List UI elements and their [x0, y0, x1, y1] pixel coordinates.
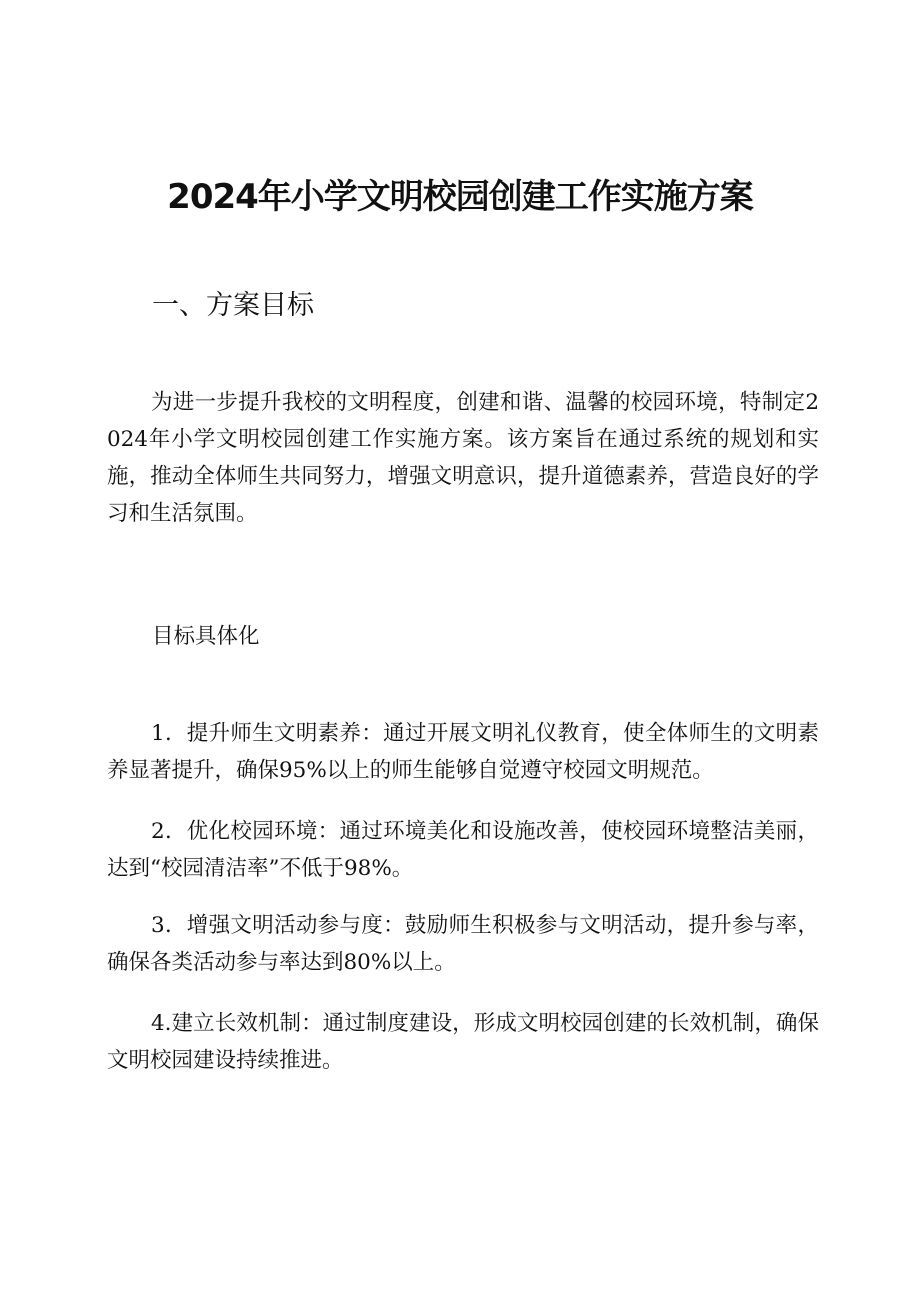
document-title: 2024年小学文明校园创建工作实施方案 [167, 177, 753, 217]
list-item: 1．提升师生文明素养：通过开展文明礼仪教育，使全体师生的文明素养显著提升，确保95%以上的师生能够自觉遵守校园文明规范。 [107, 721, 819, 783]
intro-paragraph: 为进一步提升我校的文明程度，创建和谐、温馨的校园环境，特制定2024年小学文明校园创建工作实施方案。该方案旨在通过系统的规划和实施，推动全体师生共同努力，增强文明意识，提升道德素养，营造良好的学习和生活氛围。 [107, 390, 819, 526]
list-item: 2．优化校园环境：通过环境美化和设施改善，使校园环境整洁美丽，达到“校园清洁率”不低于98%。 [107, 819, 819, 881]
section-heading: 一、方案目标 [152, 290, 314, 321]
list-item: 4.建立长效机制：通过制度建设，形成文明校园创建的长效机制，确保文明校园建设持续推进。 [107, 1011, 819, 1073]
list-item: 3．增强文明活动参与度：鼓励师生积极参与文明活动，提升参与率，确保各类活动参与率达到80%以上。 [107, 913, 819, 975]
subheading: 目标具体化 [152, 624, 260, 649]
